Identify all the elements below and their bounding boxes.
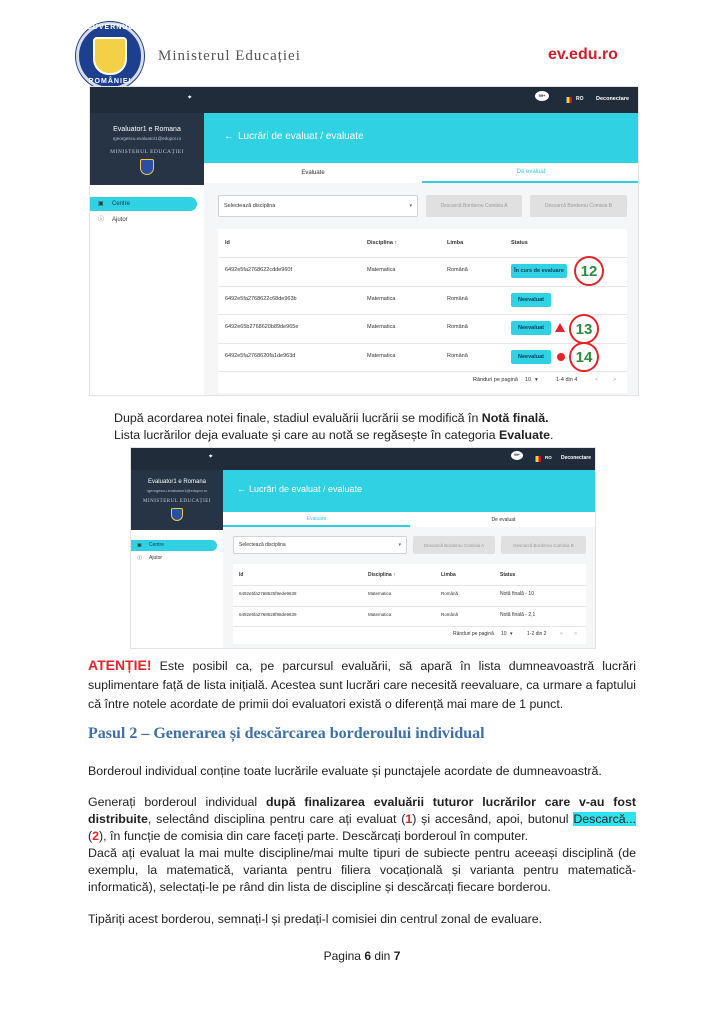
user-name: Evaluator1 e Romana (147, 479, 207, 485)
paragraph-final-grade (114, 410, 674, 444)
download-button-reference: Descarcă... (573, 812, 636, 826)
screenshot-2 (130, 447, 596, 649)
row-status-button[interactable]: Neevaluat (511, 321, 551, 335)
row-language: Română (447, 267, 468, 274)
results-table (218, 229, 627, 393)
row-language: Română (447, 324, 468, 331)
page-header (223, 470, 596, 512)
row-id: 6492e5fa2768625f9ede9638 (239, 591, 297, 597)
warning-label: ATENȚIE! (88, 657, 152, 673)
tab-bar (204, 163, 639, 183)
sidebar-item-label: Centre (149, 542, 165, 548)
p1-text: După acordarea notei finale, stadiul evaluării lucrării se modifică în (114, 411, 482, 425)
notification-badge[interactable]: 99+ (511, 451, 523, 460)
row-status-button[interactable]: Neevaluat (511, 350, 551, 364)
language-switch[interactable]: RO (545, 455, 552, 460)
tab-evaluate[interactable]: Evaluate (301, 170, 325, 176)
download-commission-a-button[interactable]: Descarcă Borderou Comisia A (426, 195, 522, 217)
rows-per-page-label: Rânduri pe pagină (453, 631, 494, 637)
pagination-range: 1-2 din 2 (527, 631, 547, 637)
page-title: Lucrări de evaluat / evaluate (238, 131, 364, 142)
government-logo (76, 22, 144, 90)
row-discipline: Matematica (367, 267, 396, 274)
row-id: 6492e5fa2768620fa1de963d (225, 352, 296, 359)
sidebar (131, 470, 223, 649)
back-arrow-icon[interactable]: ← (237, 484, 246, 494)
p2-end: . (550, 428, 554, 442)
paragraph-borderou: Borderoul individual conține toate lucrările evaluate și punctajele acordate de dumneavoastră. (88, 764, 602, 778)
coat-of-arms-icon (93, 37, 127, 75)
flag-icon (564, 97, 572, 103)
page-header (204, 113, 639, 163)
warning-paragraph (88, 656, 636, 714)
p4-a: Generați borderoul individual (88, 795, 266, 809)
tab-de-evaluat[interactable]: De evaluat (422, 163, 639, 183)
rows-per-page-caret[interactable]: ▾ (535, 377, 538, 383)
sidebar-item-centre[interactable] (90, 197, 197, 211)
col-discipline[interactable]: Disciplina ↑ (367, 240, 398, 246)
logout-link[interactable]: Deconectare (596, 96, 630, 102)
row-divider (218, 314, 627, 315)
warning-triangle-icon (555, 323, 565, 332)
ministry-small: MINISTERUL EDUCAȚIEI (110, 149, 184, 155)
row-status-button[interactable]: În curs de evaluare (511, 264, 567, 278)
callout-14: 14 (569, 342, 599, 372)
red-dot-icon (557, 353, 565, 361)
results-table (233, 564, 586, 644)
site-url[interactable]: ev.edu.ro (548, 46, 618, 63)
crest-icon (140, 159, 154, 175)
grid-icon: ▣ (98, 201, 104, 207)
row-status: Notă finală - 10 (500, 591, 534, 598)
top-bar (131, 448, 595, 470)
sidebar (90, 113, 204, 396)
row-divider (218, 343, 627, 344)
col-id[interactable]: Id (239, 572, 244, 578)
row-discipline: Matematica (367, 352, 396, 359)
row-discipline: Matematica (367, 295, 396, 302)
help-icon: ⓘ (137, 555, 143, 561)
chevron-down-icon: ▾ (409, 203, 412, 209)
sidebar-profile (90, 113, 204, 185)
paragraph-print: Tipăriți acest borderou, semnați-l și predați-l comisiei din centrul zonal de evaluare. (88, 912, 543, 926)
callout-12: 12 (574, 256, 604, 286)
back-arrow-icon[interactable]: ← (224, 131, 234, 142)
row-divider (233, 626, 586, 627)
row-language: Română (441, 611, 459, 617)
p4-bold: după finalizarea evaluării tuturor lucrărilor care v-au fost distribuite (88, 795, 636, 826)
col-status[interactable]: Status (511, 240, 528, 246)
row-divider (233, 606, 586, 607)
crest-icon (171, 508, 183, 521)
rows-per-page-select[interactable]: 10 (501, 631, 507, 637)
row-id: 6492e5fa2768622c68de963b (225, 295, 297, 302)
sidebar-item-label: Ajutor (149, 555, 163, 561)
sidebar-item-help[interactable] (131, 553, 217, 564)
tab-bar (223, 512, 596, 527)
sidebar-item-label: Ajutor (112, 217, 128, 223)
row-id: 6492e5fa2768622cdde960f (225, 267, 292, 274)
col-language[interactable]: Limba (447, 240, 464, 246)
row-status: Notă finală - 2,1 (500, 611, 536, 618)
prev-page-icon[interactable]: < (595, 377, 599, 383)
rows-per-page-caret[interactable]: ▾ (510, 631, 513, 637)
p4-e: ( (88, 829, 93, 843)
rows-per-page-select[interactable]: 10 (525, 377, 532, 383)
paragraph-generate (88, 794, 636, 845)
grid-icon: ▣ (137, 542, 142, 548)
marker-2: 2 (92, 829, 100, 843)
user-name: Evaluator1 e Romana (113, 126, 181, 133)
logo-top-text: GUVERNUL (86, 24, 134, 31)
discipline-select-value: Selectează disciplina (224, 203, 276, 209)
ministry-small: MINISTERUL EDUCAȚIEI (142, 499, 211, 504)
col-id[interactable]: Id (225, 240, 230, 246)
discipline-select-value: Selectează disciplina (239, 542, 286, 548)
col-language[interactable]: Limba (441, 572, 456, 578)
page-current: 6 (364, 949, 371, 963)
row-id: 6492e65b2768620b89de965e (225, 324, 299, 331)
warning-body: Este posibil ca, pe parcursul evaluării, să apară în lista dumneavoastră lucrări suplimentare față de lista inițială. Acestea sunt lucrări care necesită reevaluare, ca urmare a faptului că între notele acordate de primii doi evaluatori există o diferență mai mare de 1 punct. (88, 659, 636, 711)
page-total: 7 (393, 949, 401, 963)
row-language: Română (447, 352, 468, 359)
sidebar-item-centre[interactable] (131, 540, 217, 551)
discipline-select[interactable] (233, 536, 407, 554)
paragraph-multiple-disciplines: Dacă ați evaluat la mai multe discipline/mai multe tipuri de subiecte pentru aceeași disciplină (de exemplu, la matematică, varianta pentru filiera vocațională și varianta pentru matematică-informatică), selectați-le pe rând din lista de discipline și descărcați fiecare borderou. (88, 846, 636, 894)
section-heading: Pasul 2 – Generarea și descărcarea borderoului individual (88, 725, 485, 742)
screenshot-1 (89, 86, 639, 396)
row-divider (218, 286, 627, 287)
page-middle: din (371, 949, 394, 963)
user-email: rgeorgescu.evaluator1@edupor.ro (112, 136, 182, 141)
col-status[interactable]: Status (500, 572, 516, 578)
rows-per-page-label: Rânduri pe pagină (473, 377, 518, 383)
page-prefix: Pagina (323, 949, 365, 963)
row-discipline: Matematica (367, 324, 396, 331)
p2-text: Lista lucrărilor deja evaluate și care au notă se regăsește în categoria (114, 428, 500, 442)
row-id: 6492e5fa2768628f98de9639 (239, 611, 297, 617)
logo-bottom-text: ROMÂNIEI (88, 78, 132, 85)
row-discipline: Matematica (368, 611, 392, 617)
tab-evaluate[interactable]: Evaluate (223, 512, 410, 527)
sidebar-item-label: Centre (112, 201, 131, 207)
page-number (0, 949, 724, 963)
row-discipline: Matematica (368, 591, 392, 597)
flag-icon (533, 456, 541, 462)
row-divider (218, 257, 627, 258)
p4-c: , selectând disciplina pentru care ați evaluat ( (147, 812, 406, 826)
callout-13: 13 (569, 314, 599, 344)
marker-1: 1 (405, 812, 413, 826)
pagination-range: 1-4 din 4 (556, 377, 578, 383)
download-commission-a-button[interactable]: Descarcă Borderou Comisia A (413, 536, 495, 554)
row-divider (218, 371, 627, 372)
download-commission-b-button[interactable]: Descarcă Borderou Comisia B (501, 536, 586, 554)
p1-bold: Notă finală. (481, 411, 549, 425)
col-discipline[interactable]: Disciplina ↑ (368, 572, 396, 578)
p2-bold: Evaluate (499, 428, 550, 442)
logout-link[interactable]: Deconectare (561, 455, 592, 461)
row-language: Română (441, 591, 459, 597)
row-language: Română (447, 295, 468, 302)
sidebar-profile (131, 470, 223, 530)
p4-d: ) și accesând, apoi, butonul (412, 812, 574, 826)
user-email: rgeorgescu.evaluator1@edupor.ro (146, 488, 208, 493)
prev-page-icon[interactable]: < (560, 631, 563, 637)
next-page-icon[interactable]: > (574, 631, 577, 637)
tab-de-evaluat[interactable]: De evaluat (491, 516, 516, 523)
download-commission-b-button[interactable]: Descarcă Borderou Comisia B (530, 195, 627, 217)
help-icon: ⓘ (98, 217, 105, 223)
chevron-down-icon: ▾ (398, 542, 401, 548)
row-status-button[interactable]: Neevaluat (511, 293, 551, 307)
pin-icon[interactable]: ⌖ (209, 454, 213, 460)
page-title: Lucrări de evaluat / evaluate (249, 484, 363, 494)
row-divider (233, 585, 586, 586)
sidebar-item-help[interactable] (90, 213, 197, 227)
notification-badge[interactable]: 99+ (535, 91, 549, 101)
pin-icon[interactable]: ⌖ (188, 95, 192, 101)
language-switch[interactable]: RO (576, 96, 584, 102)
ministry-name: Ministerul Educației (158, 48, 301, 64)
next-page-icon[interactable]: > (613, 377, 617, 383)
top-bar (90, 87, 638, 113)
p4-f: ), în funcție de comisia din care faceți parte. Descărcați borderoul în computer. (99, 829, 529, 843)
discipline-select[interactable] (218, 195, 418, 217)
